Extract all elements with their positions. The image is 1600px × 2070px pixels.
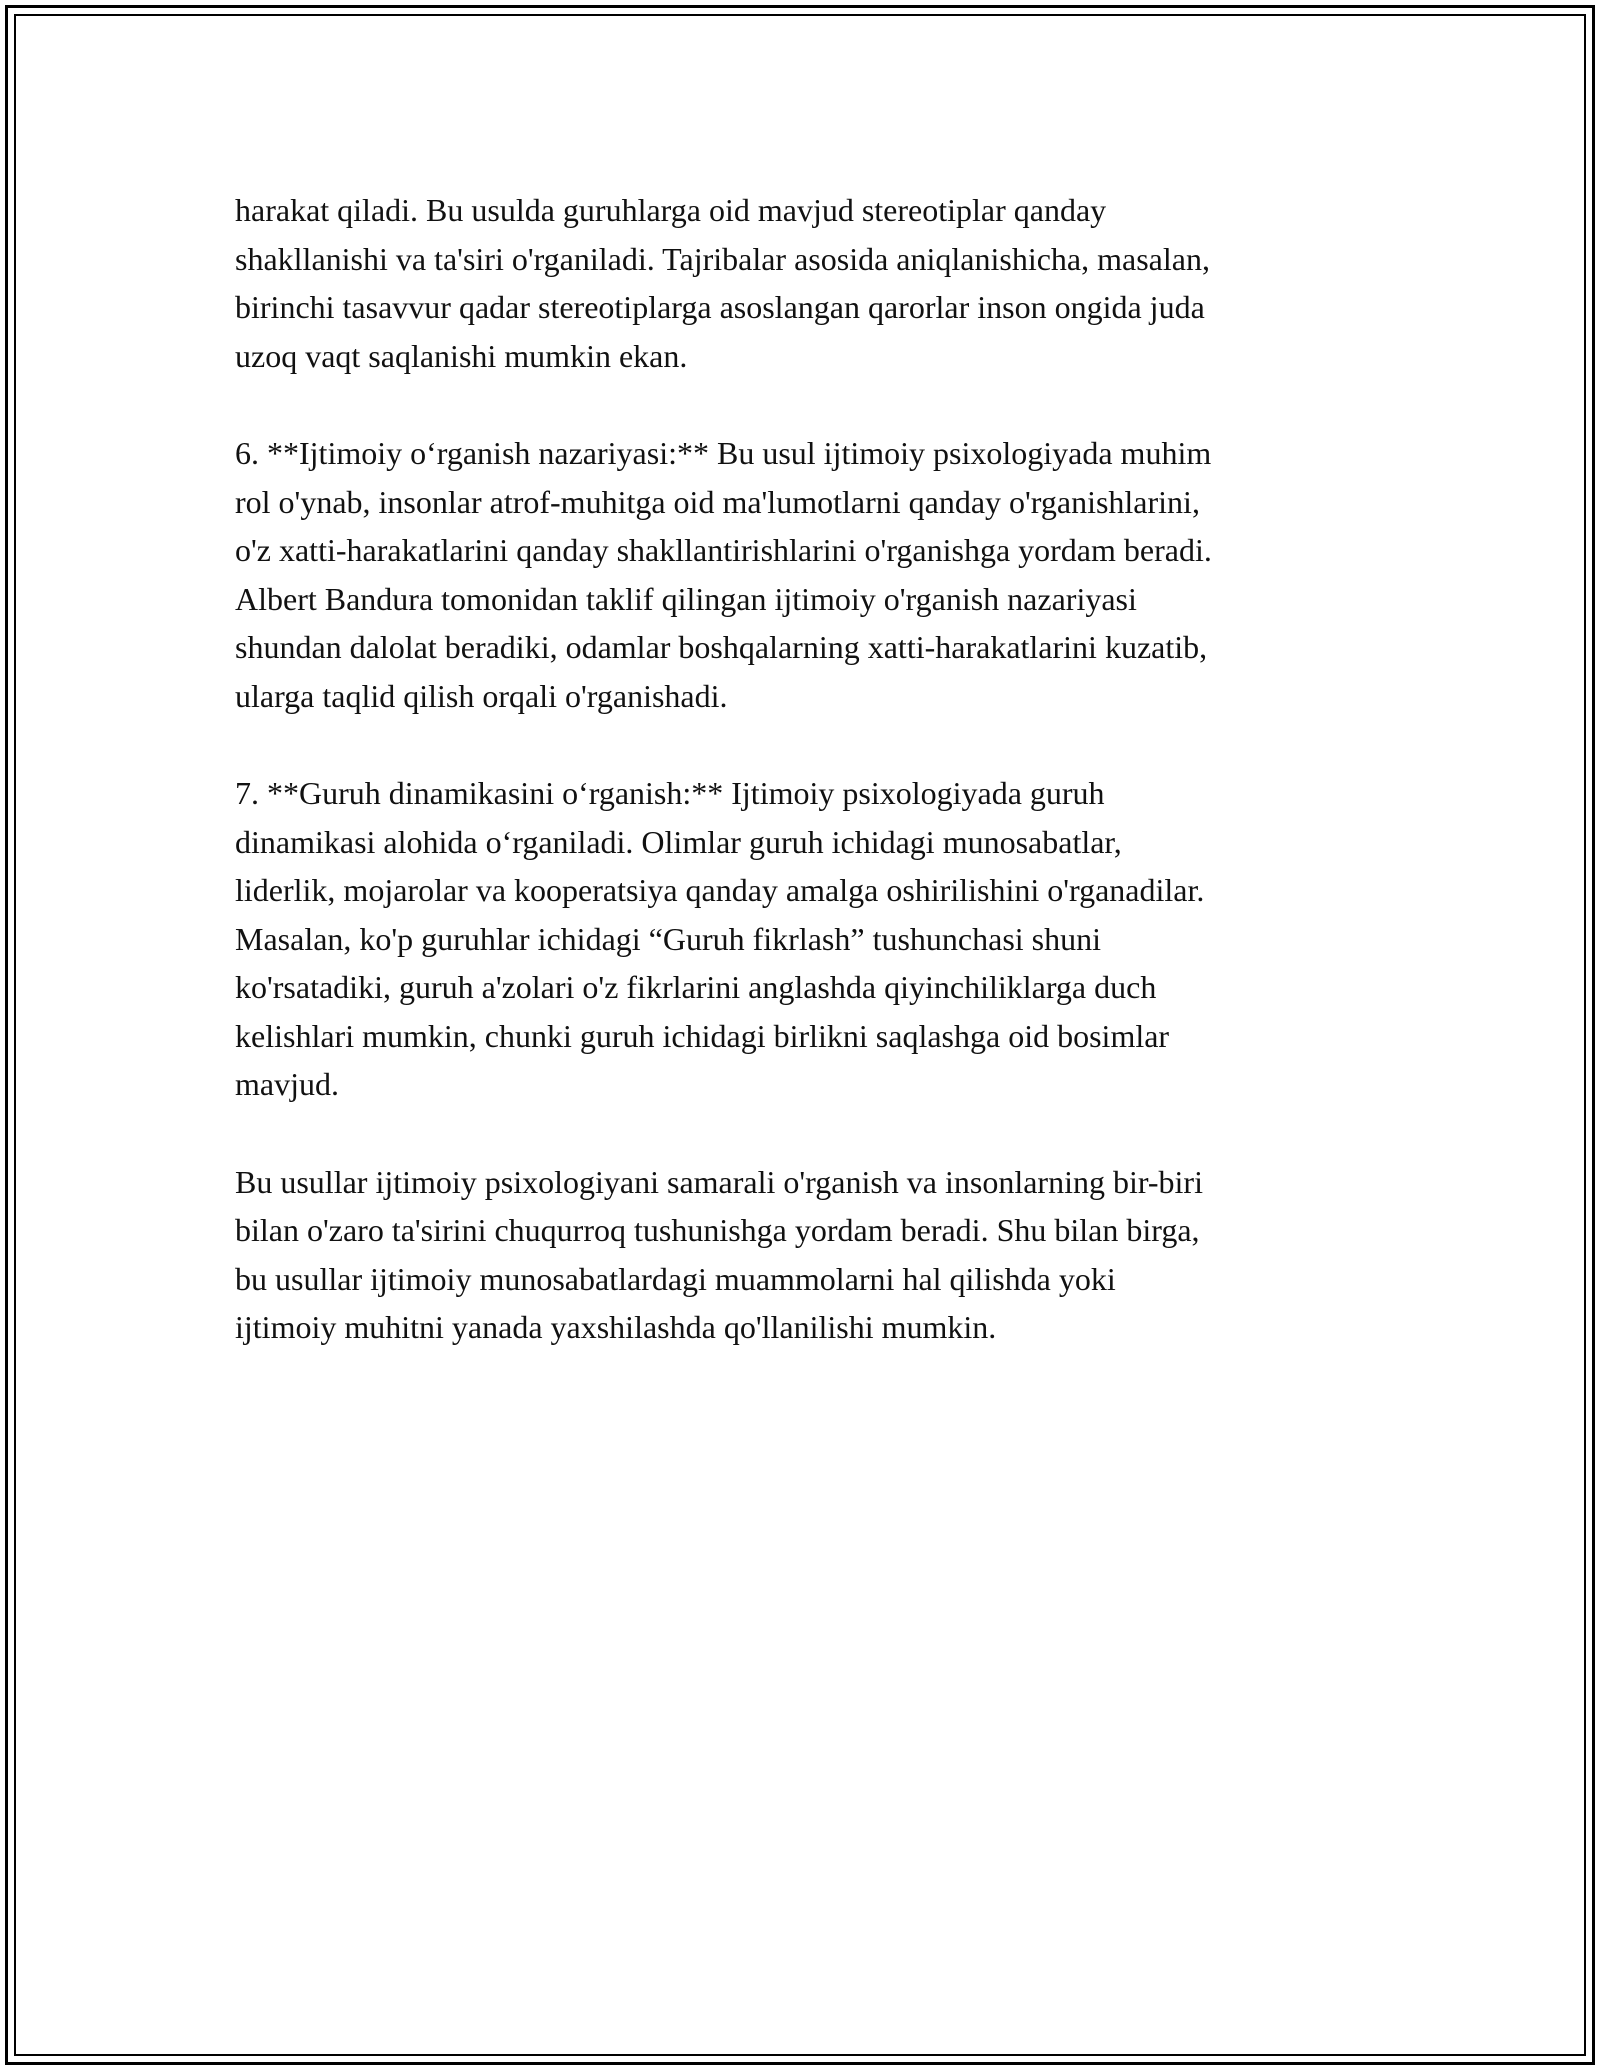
text-line: ko'rsatadiki, guruh a'zolari o'z fikrlarini anglashda qiyinchiliklarga duch [235,969,1157,1005]
text-line: liderlik, mojarolar va kooperatsiya qanday amalga oshirilishini o'rganadilar. [235,872,1205,908]
paragraph-social-learning [235,429,1375,720]
text-line: ijtimoiy muhitni yanada yaxshilashda qo'llanilishi mumkin. [235,1309,997,1345]
text-line: mavjud. [235,1066,339,1102]
text-line: 7. **Guruh dinamikasini o‘rganish:** Ijtimoiy psixologiyada guruh [235,775,1105,811]
text-line: kelishlari mumkin, chunki guruh ichidagi birlikni saqlashga oid bosimlar [235,1017,1170,1054]
text-line: o'z xatti-harakatlarini qanday shakllantirishlarini o'rganishga yordam beradi. [235,532,1212,568]
text-line: uzoq vaqt saqlanishi mumkin ekan. [235,337,688,374]
text-line: ularga taqlid qilish orqali o'rganishadi. [235,677,728,714]
paragraph-conclusion [235,1158,1375,1352]
text-line: 6. **Ijtimoiy o‘rganish nazariyasi:** Bu usul ijtimoiy psixologiyada muhim [235,435,1212,471]
text-line: shakllanishi va ta'siri o'rganiladi. Tajribalar asosida aniqlanishicha, masalan, [235,240,1210,277]
text-line: birinchi tasavvur qadar stereotiplarga asoslangan qarorlar inson ongida juda [235,289,1205,325]
paragraph-group-dynamics [235,769,1375,1109]
text-line: rol o'ynab, insonlar atrof-muhitga oid ma'lumotlarni qanday o'rganishlarini, [235,483,1200,520]
document-body [235,186,1375,1401]
text-line: Albert Bandura tomonidan taklif qilingan ijtimoiy o'rganish nazariyasi [235,580,1137,617]
text-line: Masalan, ko'p guruhlar ichidagi “Guruh fikrlash” tushunchasi shuni [235,920,1102,957]
paragraph-stereotypes [235,186,1375,380]
text-line: Bu usullar ijtimoiy psixologiyani samarali o'rganish va insonlarning bir-biri [235,1163,1203,1200]
text-line: shundan dalolat beradiki, odamlar boshqalarning xatti-harakatlarini kuzatib, [235,629,1208,665]
text-line: dinamikasi alohida o‘rganiladi. Olimlar guruh ichidagi munosabatlar, [235,823,1122,860]
text-line: bu usullar ijtimoiy munosabatlardagi muammolarni hal qilishda yoki [235,1260,1116,1297]
text-line: harakat qiladi. Bu usulda guruhlarga oid mavjud stereotiplar qanday [235,192,1107,228]
text-line: bilan o'zaro ta'sirini chuqurroq tushunishga yordam beradi. Shu bilan birga, [235,1212,1200,1248]
